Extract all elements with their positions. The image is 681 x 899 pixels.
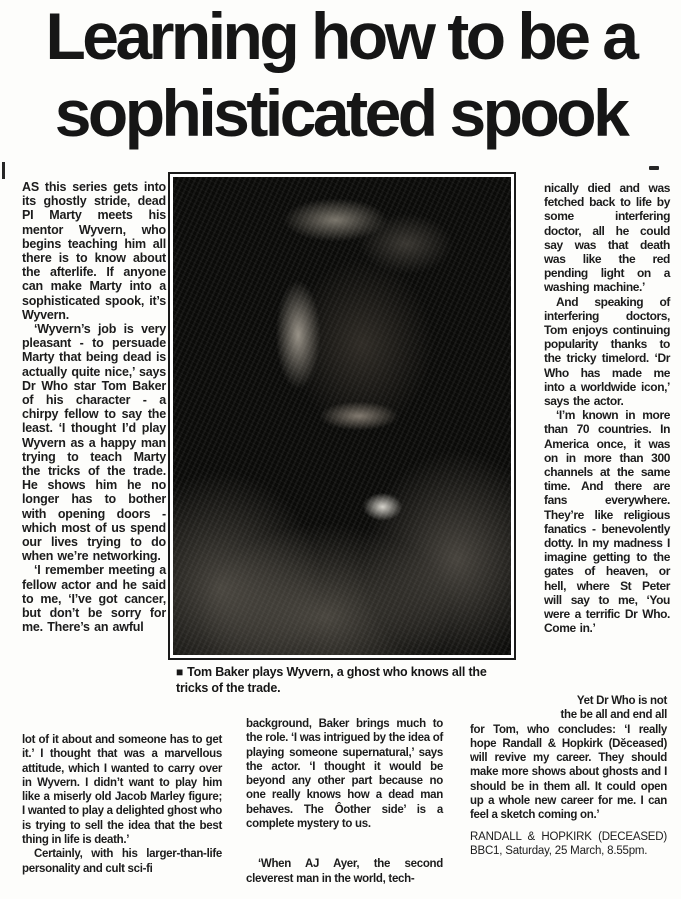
paragraph: And speaking of interfering doctors, Tom enjoys continuing popularity thanks to the tricky timelord. ‘Dr Who has made me into a worldwide icon,’ says the actor. xyxy=(544,294,670,409)
paragraph: lot of it about and someone has to get it.’ I thought that was a marvellous attitude, which I wanted to carry over in Wyvern. I didn’t want to play him like a miserly old Jacob Marley figure; I wanted to play a delighted ghost who is trying to sell the idea that the best thing in life is death.’ xyxy=(22,734,222,847)
tv-listing: RANDALL & HOPKIRK (DECEASED) BBC1, Saturday, 25 March, 8.55pm. xyxy=(470,830,667,857)
headline-line-2: sophisticated spook xyxy=(54,76,627,150)
paragraph: Certainly, with his larger-than-life personality and cult sci-fi xyxy=(22,848,222,875)
column-right-bottom xyxy=(470,694,667,858)
headline-line-1: Learning how to be a xyxy=(45,0,636,73)
wyvern-portrait-photo xyxy=(173,177,511,655)
column-right-top xyxy=(544,181,670,636)
paragraph: ‘I’m known in more than 70 countries. In America once, it was on in more than 300 channels at the same time. And there are fans everywhere. They’re like religious fanatics - benevolently dotty. In my madness I imagine getting to the gates of heaven, or hell, where St Peter will say to me, ‘You were a terrific Dr Who. Come in.’ xyxy=(544,408,670,636)
wrapped-line: the be all and end all xyxy=(560,709,667,722)
article-headline xyxy=(0,0,681,152)
paragraph: background, Baker brings much to the role. ‘I was intrigued by the idea of playing someone supernatural,’ says the actor. ‘I thought it would be beyond any other part because no one really knows how a dead man behaves. The Ôother side’ is a complete mystery to us. xyxy=(246,718,443,831)
paragraph: nically died and was fetched back to life by some interfering doctor, all he could say was that death was like the red pending light on a washing machine.’ xyxy=(544,181,670,295)
paragraph: ‘I remember meeting a fellow actor and he said to me, ‘I’ve got cancer, but don’t be sorry for me. There’s an awful xyxy=(22,563,166,635)
paragraph: for Tom, who concludes: ‘I really hope Randall & Hopkirk (Dĕceased) will revive my career. They should make more shows about ghosts and I should be in them all. It could open up a whole new career for me. I can feel a sketch coming on.’ xyxy=(470,723,667,822)
column-left-bottom xyxy=(22,733,222,876)
column-middle-bottom xyxy=(246,717,443,886)
paragraph: AS this series gets into its ghostly stride, dead PI Marty meets his mentor Wyvern, who begins teaching him all there is to know about the afterlife. If anyone can make Marty into a sophisticated spook, it’s Wyvern. xyxy=(22,180,166,322)
caption-text: Tom Baker plays Wyvern, a ghost who knows all the tricks of the trade. xyxy=(176,665,487,695)
photo-caption xyxy=(176,664,514,696)
column-left-top xyxy=(22,180,166,635)
scan-artifact-dash xyxy=(649,166,659,170)
paragraph: ‘Wyvern’s job is very pleasant - to persuade Marty that being dead is actually quite nice,’ says Dr Who star Tom Baker of his character - a chirpy fellow to say the least. ‘I thought I’d play Wyvern as a happy man trying to teach Marty the tricks of the trade. He shows him he no longer has to bother with opening doors - which most of us spend our lives trying to do when we’re networking. xyxy=(22,322,166,564)
wrapped-line: Yet Dr Who is not xyxy=(576,695,667,707)
scan-artifact-tick xyxy=(2,162,5,179)
paragraph: ‘When AJ Ayer, the second cleverest man in the world, tech- xyxy=(246,858,443,885)
photo-frame xyxy=(168,172,516,660)
caption-square-bullet-icon: ■ xyxy=(176,665,184,679)
